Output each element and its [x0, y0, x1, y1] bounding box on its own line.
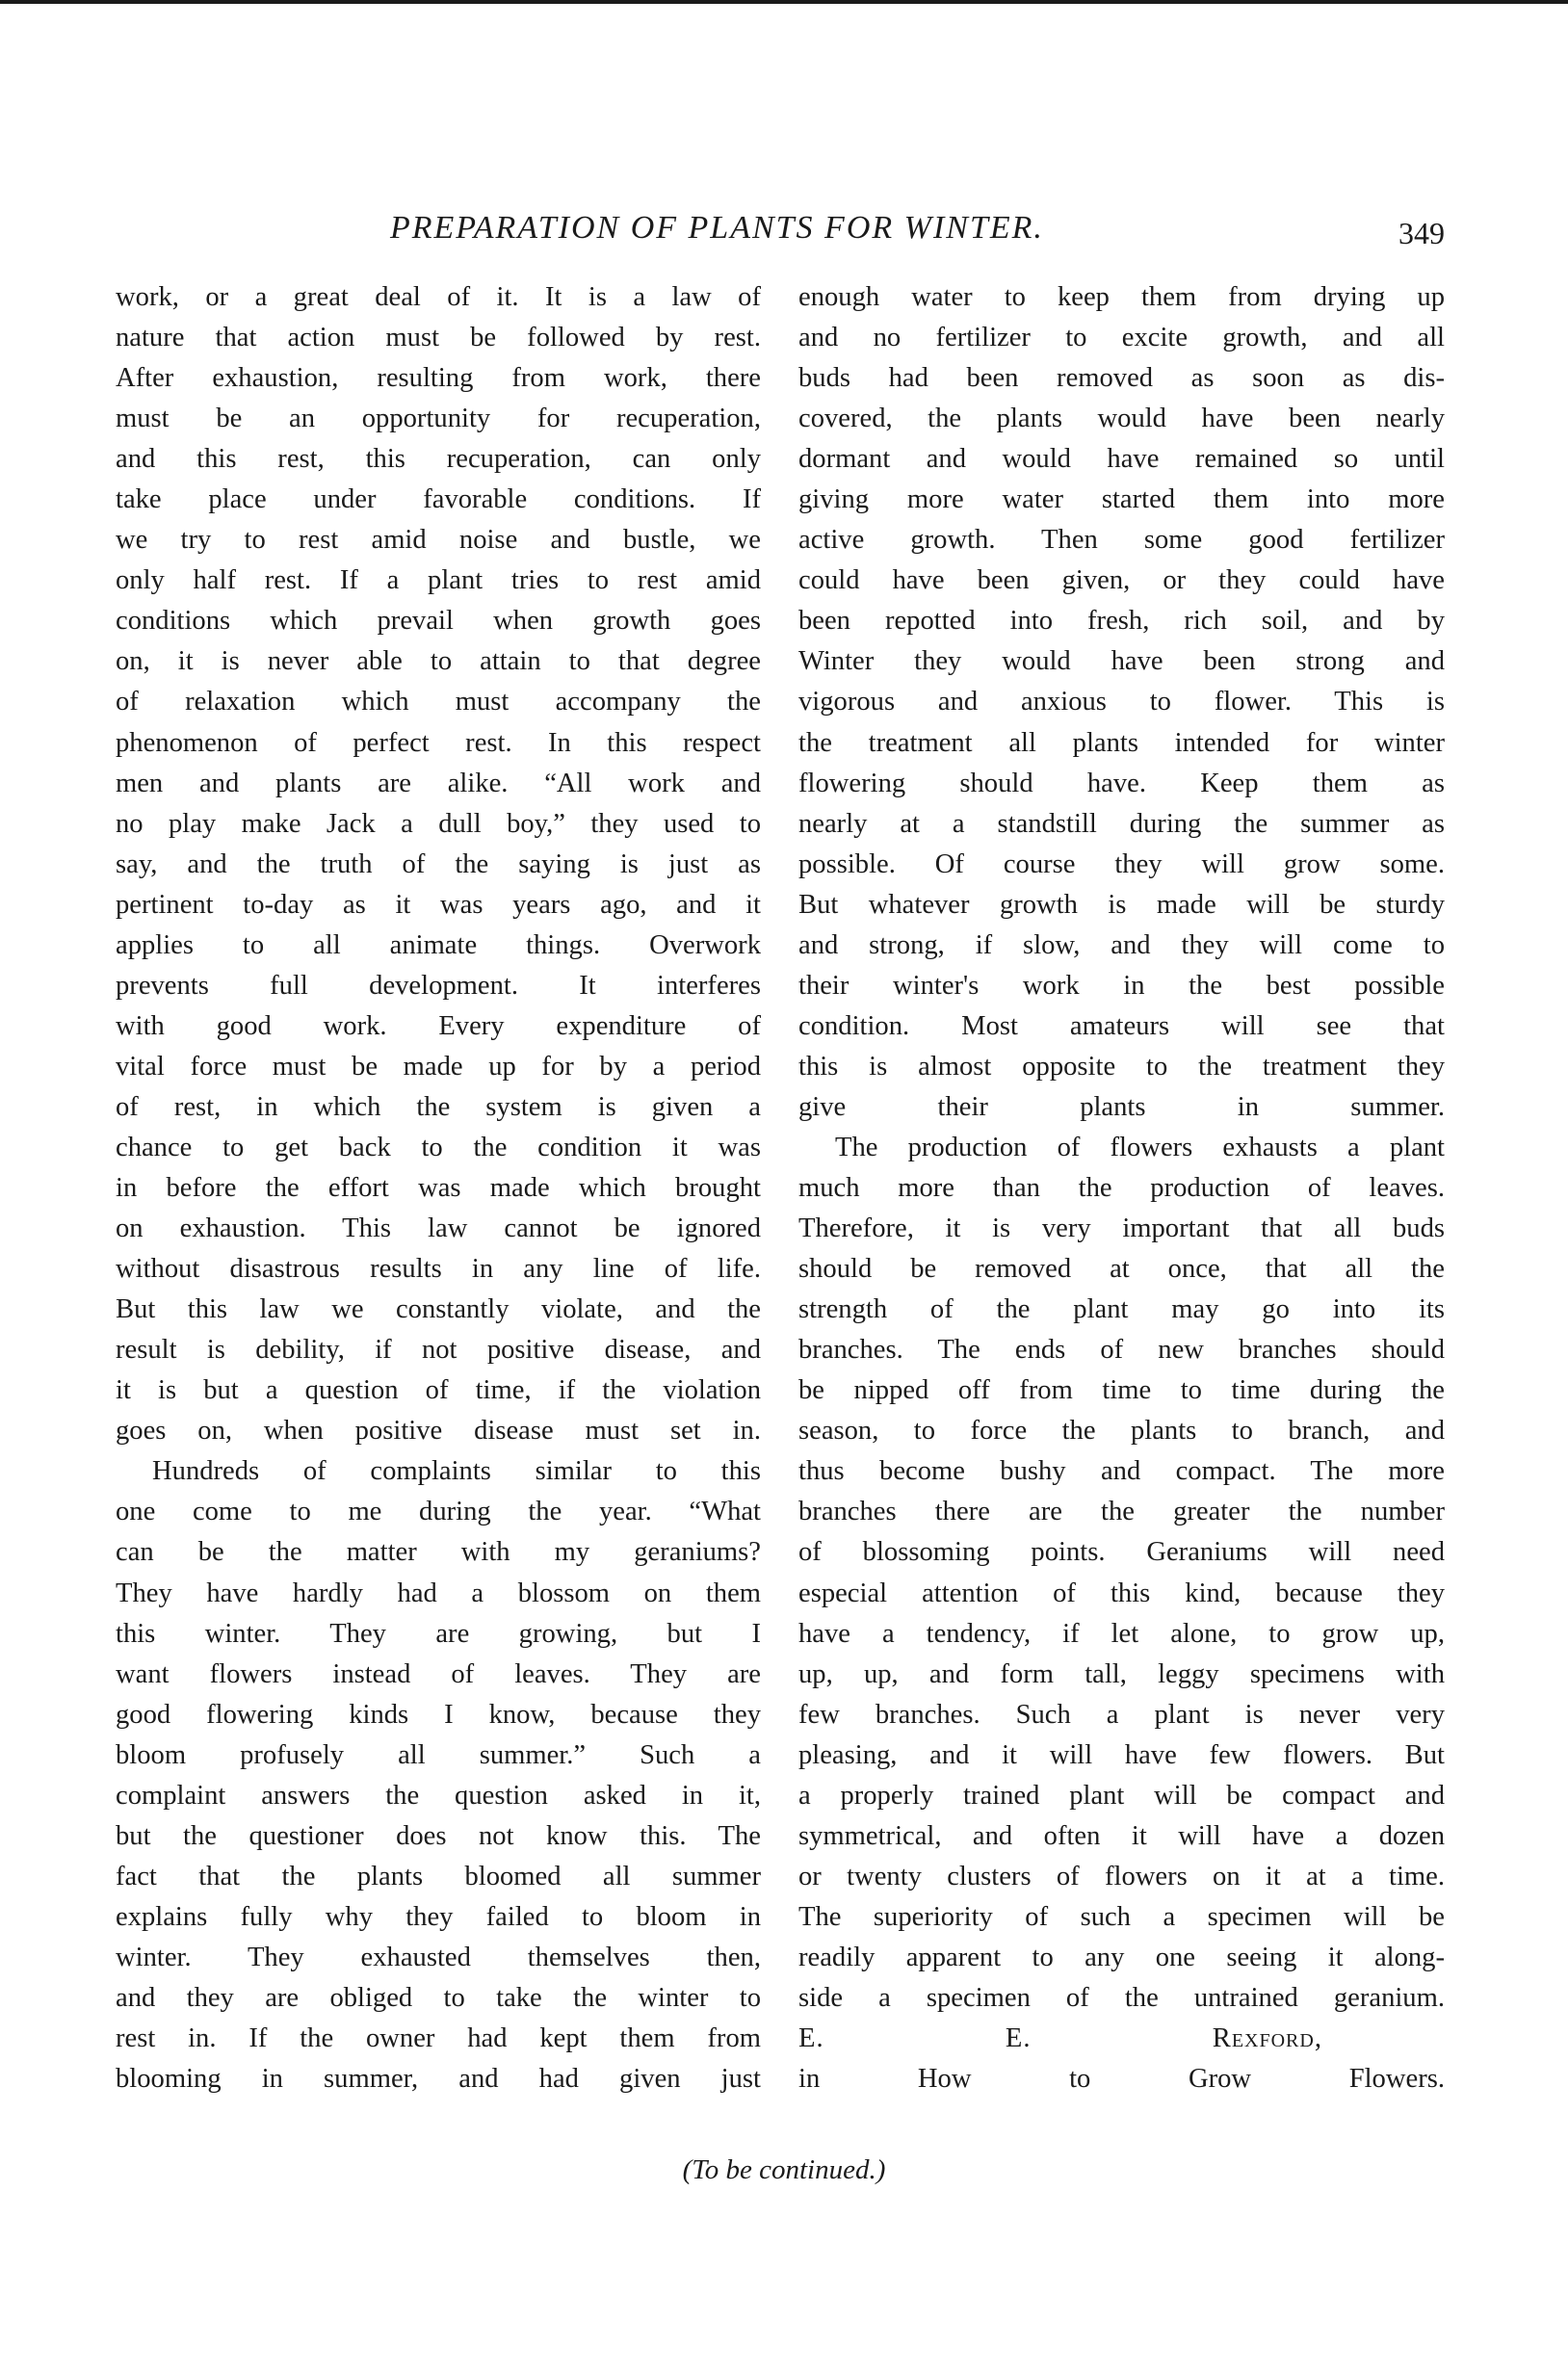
text-line: up, up, and form tall, leggy specimens with — [798, 1658, 1445, 1689]
text-line: phenomenon of perfect rest. In this respect — [116, 727, 761, 758]
running-title: PREPARATION OF PLANTS FOR WINTER. — [390, 210, 1044, 246]
text-line: one come to me during the year. “What — [116, 1497, 761, 1527]
text-line: in before the effort was made which brought — [116, 1173, 761, 1204]
text-line: side a specimen of the untrained geranium. — [798, 1982, 1445, 2013]
text-line: But whatever growth is made will be sturdy — [798, 889, 1445, 920]
text-line: pertinent to-day as it was years ago, and it — [116, 889, 761, 920]
text-line: or twenty clusters of flowers on it at a time. — [798, 1861, 1445, 1891]
text-line: goes on, when positive disease must set in. — [116, 1416, 761, 1447]
text-line: only half rest. If a plant tries to rest amid — [116, 565, 761, 596]
author-name: E. E. Rexford, — [798, 2023, 1322, 2054]
text-line: without disastrous results in any line of life. — [116, 1254, 761, 1285]
text-line: strength of the plant may go into its — [798, 1294, 1445, 1325]
text-line: explains fully why they failed to bloom in — [116, 1901, 761, 1932]
text-line: But this law we constantly violate, and the — [116, 1294, 761, 1325]
text-line: branches. The ends of new branches should — [798, 1335, 1445, 1366]
text-line: possible. Of course they will grow some. — [798, 848, 1445, 879]
text-line: rest in. If the owner had kept them from — [116, 2023, 761, 2054]
text-line: and they are obliged to take the winter to — [116, 1982, 761, 2013]
text-line: their winter's work in the best possible — [798, 970, 1445, 1001]
text-line: The superiority of such a specimen will be — [798, 1901, 1445, 1932]
text-line: dormant and would have remained so until — [798, 444, 1445, 475]
text-line: should be removed at once, that all the — [798, 1254, 1445, 1285]
paragraph — [116, 277, 761, 1451]
text-line: we try to rest amid noise and bustle, we — [116, 525, 761, 556]
text-line: good flowering kinds I know, because they — [116, 1699, 761, 1730]
text-line: take place under favorable conditions. If — [116, 484, 761, 515]
page-header — [0, 198, 1568, 256]
text-line: and strong, if slow, and they will come to — [798, 929, 1445, 960]
text-line: branches there are the greater the number — [798, 1497, 1445, 1527]
continued-note: (To be continued.) — [682, 2154, 886, 2185]
text-line: it is but a question of time, if the violation — [116, 1375, 761, 1406]
text-line: giving more water started them into more — [798, 484, 1445, 515]
text-line: readily apparent to any one seeing it along- — [798, 1942, 1445, 1972]
text-line: men and plants are alike. “All work and — [116, 768, 761, 798]
text-line: say, and the truth of the saying is just as — [116, 848, 761, 879]
text-line: Hundreds of complaints similar to this — [152, 1456, 761, 1487]
text-line: applies to all animate things. Overwork — [116, 929, 761, 960]
text-line: no play make Jack a dull boy,” they used to — [116, 808, 761, 839]
text-line: on, it is never able to attain to that degree — [116, 646, 761, 677]
text-line: want flowers instead of leaves. They are — [116, 1658, 761, 1689]
text-line: been repotted into fresh, rich soil, and by — [798, 606, 1445, 637]
text-line: few branches. Such a plant is never very — [798, 1699, 1445, 1730]
text-line: work, or a great deal of it. It is a law of — [116, 282, 761, 312]
text-line: be nipped off from time to time during the — [798, 1375, 1445, 1406]
text-line: a properly trained plant will be compact and — [798, 1780, 1445, 1811]
text-line: result is debility, if not positive disease, and — [116, 1335, 761, 1366]
text-line: the treatment all plants intended for winter — [798, 727, 1445, 758]
text-line: vigorous and anxious to flower. This is — [798, 687, 1445, 717]
left-column — [116, 277, 761, 2100]
text-line: Therefore, it is very important that all buds — [798, 1213, 1445, 1244]
text-line: complaint answers the question asked in it, — [116, 1780, 761, 1811]
text-line: chance to get back to the condition it was — [116, 1132, 761, 1162]
text-line: this winter. They are growing, but I — [116, 1618, 761, 1649]
text-line: active growth. Then some good fertilizer — [798, 525, 1445, 556]
text-line: bloom profusely all summer.” Such a — [116, 1739, 761, 1770]
text-line: much more than the production of leaves. — [798, 1173, 1445, 1204]
page-number: 349 — [1398, 216, 1445, 250]
text-line: on exhaustion. This law cannot be ignored — [116, 1213, 761, 1244]
text-line: flowering should have. Keep them as — [798, 768, 1445, 798]
text-line: of relaxation which must accompany the — [116, 687, 761, 717]
paragraph — [116, 1451, 761, 2100]
text-line: fact that the plants bloomed all summer — [116, 1861, 761, 1891]
text-line: symmetrical, and often it will have a dozen — [798, 1820, 1445, 1851]
paragraph — [798, 1128, 1445, 2019]
text-line: of blossoming points. Geraniums will need — [798, 1537, 1445, 1568]
text-line: but the questioner does not know this. The — [116, 1820, 761, 1851]
text-line: this is almost opposite to the treatment they — [798, 1051, 1445, 1082]
text-line: After exhaustion, resulting from work, there — [116, 363, 761, 394]
top-border-rule — [0, 0, 1568, 4]
text-line: of rest, in which the system is given a — [116, 1091, 761, 1122]
text-line: and this rest, this recuperation, can only — [116, 444, 761, 475]
text-line: have a tendency, if let alone, to grow up, — [798, 1618, 1445, 1649]
text-line: enough water to keep them from drying up — [798, 282, 1445, 312]
text-line: The production of flowers exhausts a plant — [835, 1132, 1445, 1162]
paragraph — [798, 277, 1445, 1128]
text-line: season, to force the plants to branch, and — [798, 1416, 1445, 1447]
text-line: condition. Most amateurs will see that — [798, 1010, 1445, 1041]
text-line: nearly at a standstill during the summer as — [798, 808, 1445, 839]
text-line: nature that action must be followed by rest. — [116, 323, 761, 353]
text-line: give their plants in summer. — [798, 1091, 1445, 1122]
text-line: with good work. Every expenditure of — [116, 1010, 761, 1041]
text-line: could have been given, or they could have — [798, 565, 1445, 596]
text-line: especial attention of this kind, because they — [798, 1578, 1445, 1608]
text-line: Winter they would have been strong and — [798, 646, 1445, 677]
text-line: thus become bushy and compact. The more — [798, 1456, 1445, 1487]
right-column — [798, 277, 1445, 2100]
text-line: blooming in summer, and had given just — [116, 2064, 761, 2095]
signature-block — [798, 2019, 1445, 2100]
text-line: can be the matter with my geraniums? — [116, 1537, 761, 1568]
text-line: prevents full development. It interferes — [116, 970, 761, 1001]
text-line: and no fertilizer to excite growth, and all — [798, 323, 1445, 353]
text-line: must be an opportunity for recuperation, — [116, 404, 761, 434]
text-line: buds had been removed as soon as dis- — [798, 363, 1445, 394]
text-line: winter. They exhausted themselves then, — [116, 1942, 761, 1972]
text-line: They have hardly had a blossom on them — [116, 1578, 761, 1608]
source-attribution: in How to Grow Flowers. — [798, 2064, 1445, 2095]
text-line: vital force must be made up for by a period — [116, 1051, 761, 1082]
text-line: covered, the plants would have been nearly — [798, 404, 1445, 434]
text-line: conditions which prevail when growth goes — [116, 606, 761, 637]
text-line: pleasing, and it will have few flowers. But — [798, 1739, 1445, 1770]
